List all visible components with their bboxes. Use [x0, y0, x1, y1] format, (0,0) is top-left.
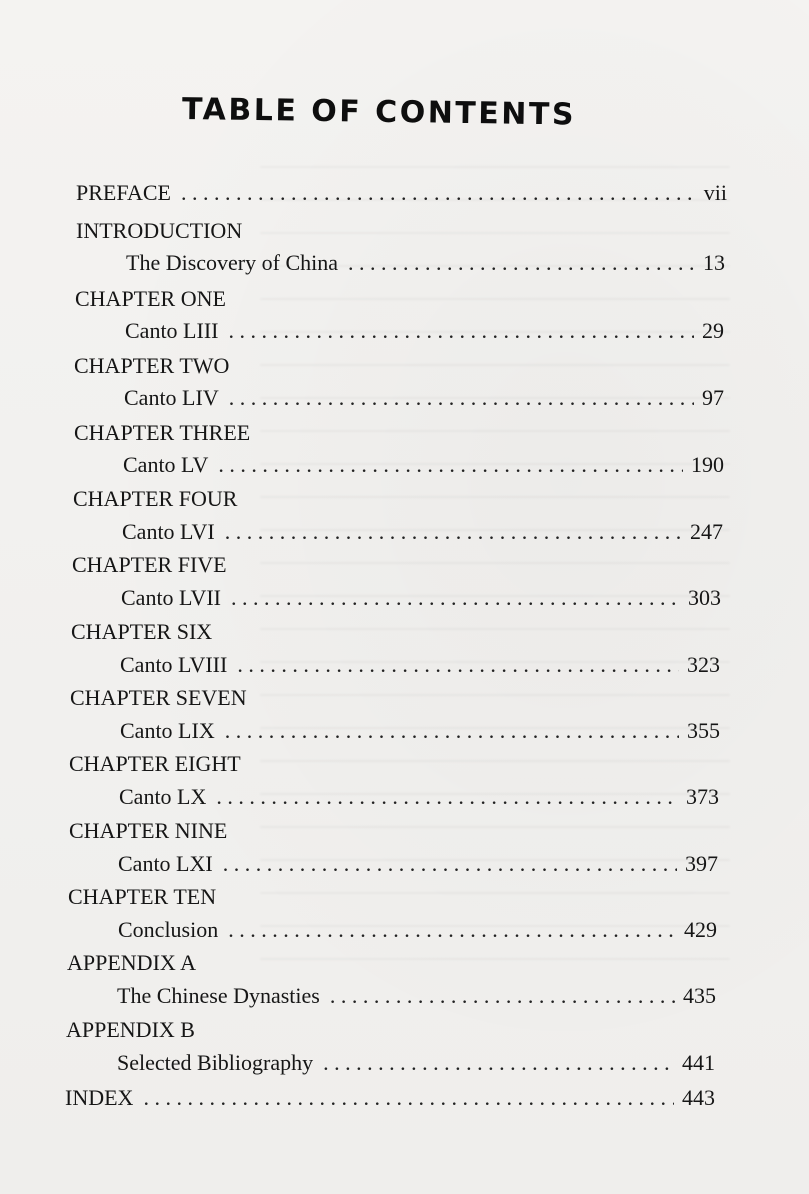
- toc-entry: [121, 585, 721, 611]
- toc-page-number: 190: [691, 452, 724, 477]
- page-title: TABLE OF CONTENTS: [181, 92, 577, 133]
- toc-entry: [117, 1050, 715, 1076]
- toc-entry: [125, 318, 724, 344]
- toc-section-heading: INTRODUCTION: [76, 218, 243, 243]
- toc-entry: [123, 452, 724, 478]
- toc-section-heading: CHAPTER TWO: [74, 353, 230, 378]
- toc-entry-label: The Discovery of China: [126, 250, 338, 275]
- toc-entry-label: INDEX: [65, 1085, 134, 1110]
- toc-page-number: 443: [682, 1085, 715, 1110]
- toc-section-heading: APPENDIX A: [67, 950, 196, 975]
- toc-section-heading: CHAPTER NINE: [69, 818, 228, 843]
- toc-entry-label: Canto LIII: [125, 318, 219, 343]
- toc-section-heading: CHAPTER TEN: [68, 884, 217, 909]
- toc-page-number: 29: [702, 318, 724, 343]
- toc-page-number: 13: [703, 250, 725, 275]
- toc-entry-label: The Chinese Dynasties: [117, 983, 320, 1008]
- toc-entry: [124, 385, 724, 411]
- toc-entry-label: Canto LV: [123, 452, 209, 477]
- toc-page-number: 247: [690, 519, 723, 544]
- toc-entry-label: Canto LIX: [120, 718, 215, 743]
- toc-entry: [120, 718, 720, 744]
- dot-leader: [181, 180, 696, 206]
- toc-section-heading: CHAPTER SIX: [71, 619, 213, 644]
- dot-leader: [229, 385, 694, 411]
- toc-page-number: 429: [684, 917, 717, 942]
- toc-section-heading: CHAPTER ONE: [75, 286, 226, 311]
- dot-leader: [225, 718, 679, 744]
- toc-section-heading: CHAPTER FOUR: [73, 486, 238, 511]
- toc-entry: [120, 652, 720, 678]
- toc-page-number: 97: [702, 385, 724, 410]
- toc-entry: [122, 519, 723, 545]
- toc-page-number: 373: [686, 784, 719, 809]
- dot-leader: [330, 983, 675, 1009]
- toc-entry-label: PREFACE: [76, 180, 171, 205]
- toc-entry-label: Canto LVI: [122, 519, 215, 544]
- toc-entry-label: Canto LVIII: [120, 652, 228, 677]
- toc-entry: [119, 784, 719, 810]
- dot-leader: [143, 1085, 674, 1111]
- toc-entry: [76, 180, 727, 206]
- toc-entry-label: Canto LIV: [124, 385, 219, 410]
- toc-entry: [126, 250, 725, 276]
- toc-entry: [117, 983, 716, 1009]
- toc-section-heading: CHAPTER THREE: [74, 420, 251, 445]
- toc-page-number: 323: [687, 652, 720, 677]
- toc-entry-label: Canto LXI: [118, 851, 213, 876]
- dot-leader: [228, 917, 676, 943]
- dot-leader: [218, 452, 683, 478]
- toc-entry-label: Selected Bibliography: [117, 1050, 314, 1075]
- toc-page-number: vii: [703, 180, 727, 205]
- toc-entry: [118, 851, 718, 877]
- dot-leader: [237, 652, 679, 678]
- toc-entry-label: Canto LVII: [121, 585, 222, 610]
- toc-section-heading: CHAPTER FIVE: [72, 552, 227, 577]
- toc-section-heading: CHAPTER SEVEN: [70, 685, 247, 710]
- toc-page-number: 303: [688, 585, 721, 610]
- toc-page-number: 397: [685, 851, 718, 876]
- dot-leader: [228, 318, 694, 344]
- toc-entry: [118, 917, 717, 943]
- dot-leader: [348, 250, 695, 276]
- dot-leader: [323, 1050, 674, 1076]
- toc-entry-label: Conclusion: [118, 917, 219, 942]
- toc-page-number: 435: [683, 983, 716, 1008]
- toc-entry-label: Canto LX: [119, 784, 207, 809]
- dot-leader: [231, 585, 680, 611]
- toc-entry: [65, 1085, 715, 1111]
- dot-leader: [225, 519, 682, 545]
- toc-section-heading: CHAPTER EIGHT: [69, 751, 241, 776]
- dot-leader: [216, 784, 678, 810]
- dot-leader: [223, 851, 677, 877]
- toc-page-number: 355: [687, 718, 720, 743]
- toc-page-number: 441: [682, 1050, 715, 1075]
- toc-section-heading: APPENDIX B: [66, 1017, 195, 1042]
